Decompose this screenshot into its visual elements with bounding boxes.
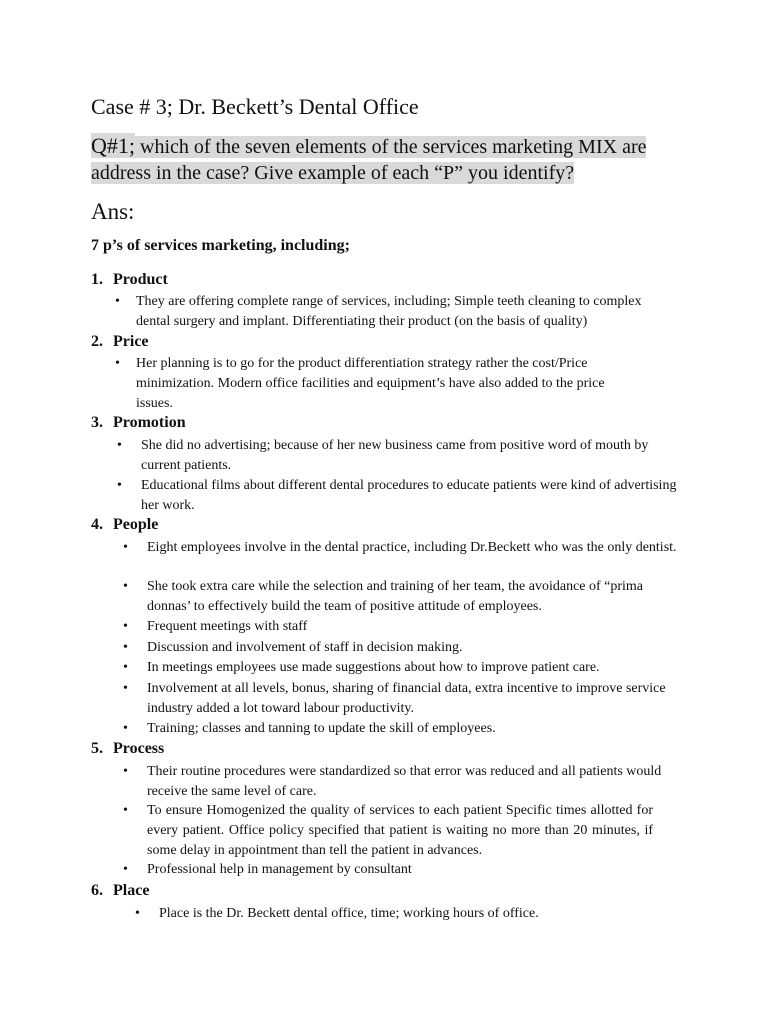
section-number: 2. bbox=[91, 333, 103, 350]
list-item-text: She took extra care while the selection and training of her team, the avoidance of “prima donnas’ to effectively build the team of positive attitude of employees. bbox=[147, 579, 644, 614]
bullet-icon: • bbox=[115, 294, 120, 309]
section-heading-people bbox=[91, 516, 158, 534]
list-item-text: They are offering complete range of services, including; Simple teeth cleaning to complex dental surgery and implant. Differentiating their product (on the basis of quality) bbox=[136, 294, 642, 329]
list-item-text: Their routine procedures were standardized so that error was reduced and all patients would receive the same level of care. bbox=[147, 764, 662, 799]
section-title: Place bbox=[113, 882, 150, 899]
section-heading-place bbox=[91, 882, 149, 900]
bullet-icon: • bbox=[123, 764, 128, 779]
section-title: Price bbox=[113, 333, 149, 350]
section-number: 1. bbox=[91, 271, 103, 288]
list-item-text: Eight employees involve in the dental practice, including Dr.Beckett who was the only dentist. bbox=[147, 540, 677, 555]
answer-label: Ans: bbox=[91, 199, 135, 224]
list-item bbox=[123, 538, 683, 558]
section-number: 5. bbox=[91, 740, 103, 757]
section-heading-product bbox=[91, 271, 168, 289]
bullet-icon: • bbox=[115, 356, 120, 371]
list-item bbox=[123, 638, 683, 658]
question bbox=[91, 133, 661, 186]
list-item-text: Educational films about different dental procedures to educate patients were kind of advertising her work. bbox=[141, 478, 677, 513]
list-item-text: To ensure Homogenized the quality of services to each patient Specific times allotted for every patient. Office policy specified that patient is waiting no more than 20 minutes, if some delay in appointment than tell the patient in advances. bbox=[147, 803, 653, 858]
list-item bbox=[117, 436, 682, 476]
list-item-text: Place is the Dr. Beckett dental office, time; working hours of office. bbox=[159, 906, 539, 921]
bullet-icon: • bbox=[123, 681, 128, 696]
list-item bbox=[123, 719, 683, 739]
list-item bbox=[123, 860, 683, 880]
bullet-icon: • bbox=[123, 579, 128, 594]
bullet-icon: • bbox=[117, 478, 122, 493]
list-item-text: Frequent meetings with staff bbox=[147, 619, 308, 634]
bullet-icon: • bbox=[123, 660, 128, 675]
section-title: People bbox=[113, 516, 159, 533]
section-heading-process bbox=[91, 740, 164, 758]
list-item-text: Her planning is to go for the product differentiation strategy rather the cost/Price minimization. Modern office facilities and equipment’s have also added to the price issues. bbox=[136, 356, 605, 411]
bullet-icon: • bbox=[123, 540, 128, 555]
question-number: Q#1; bbox=[91, 133, 135, 158]
list-item bbox=[123, 658, 683, 678]
list-item bbox=[123, 679, 668, 719]
intro-heading: 7 p’s of services marketing, including; bbox=[91, 237, 350, 254]
section-heading-price bbox=[91, 333, 149, 351]
list-item bbox=[123, 617, 683, 637]
list-item bbox=[115, 292, 675, 332]
bullet-icon: • bbox=[123, 619, 128, 634]
section-title: Promotion bbox=[113, 414, 186, 431]
list-item-text: Training; classes and tanning to update the skill of employees. bbox=[147, 721, 496, 736]
document-title: Case # 3; Dr. Beckett’s Dental Office bbox=[91, 94, 419, 119]
bullet-icon: • bbox=[123, 803, 128, 818]
section-number: 3. bbox=[91, 414, 103, 431]
list-item-text: She did no advertising; because of her new business came from positive word of mouth by current patients. bbox=[141, 438, 649, 473]
question-text: which of the seven elements of the services marketing MIX are address in the case? Give example of each “P” you identify? bbox=[91, 136, 647, 184]
section-title: Process bbox=[113, 740, 165, 757]
bullet-icon: • bbox=[123, 862, 128, 877]
section-heading-promotion bbox=[91, 414, 186, 432]
bullet-icon: • bbox=[135, 906, 140, 921]
list-item bbox=[135, 904, 695, 924]
list-item-text: Involvement at all levels, bonus, sharing of financial data, extra incentive to improve service industry added a lot toward labour productivity. bbox=[147, 681, 666, 716]
list-item-text: In meetings employees use made suggestions about how to improve patient care. bbox=[147, 660, 600, 675]
bullet-icon: • bbox=[117, 438, 122, 453]
bullet-icon: • bbox=[123, 721, 128, 736]
bullet-icon: • bbox=[123, 640, 128, 655]
list-item bbox=[117, 476, 677, 516]
list-item-text: Discussion and involvement of staff in decision making. bbox=[147, 640, 463, 655]
list-item bbox=[115, 354, 645, 414]
list-item-text: Professional help in management by consultant bbox=[147, 862, 412, 877]
section-title: Product bbox=[113, 271, 168, 288]
section-number: 6. bbox=[91, 882, 103, 899]
list-item bbox=[123, 762, 673, 802]
list-item bbox=[123, 577, 663, 617]
section-number: 4. bbox=[91, 516, 103, 533]
list-item bbox=[123, 801, 653, 861]
